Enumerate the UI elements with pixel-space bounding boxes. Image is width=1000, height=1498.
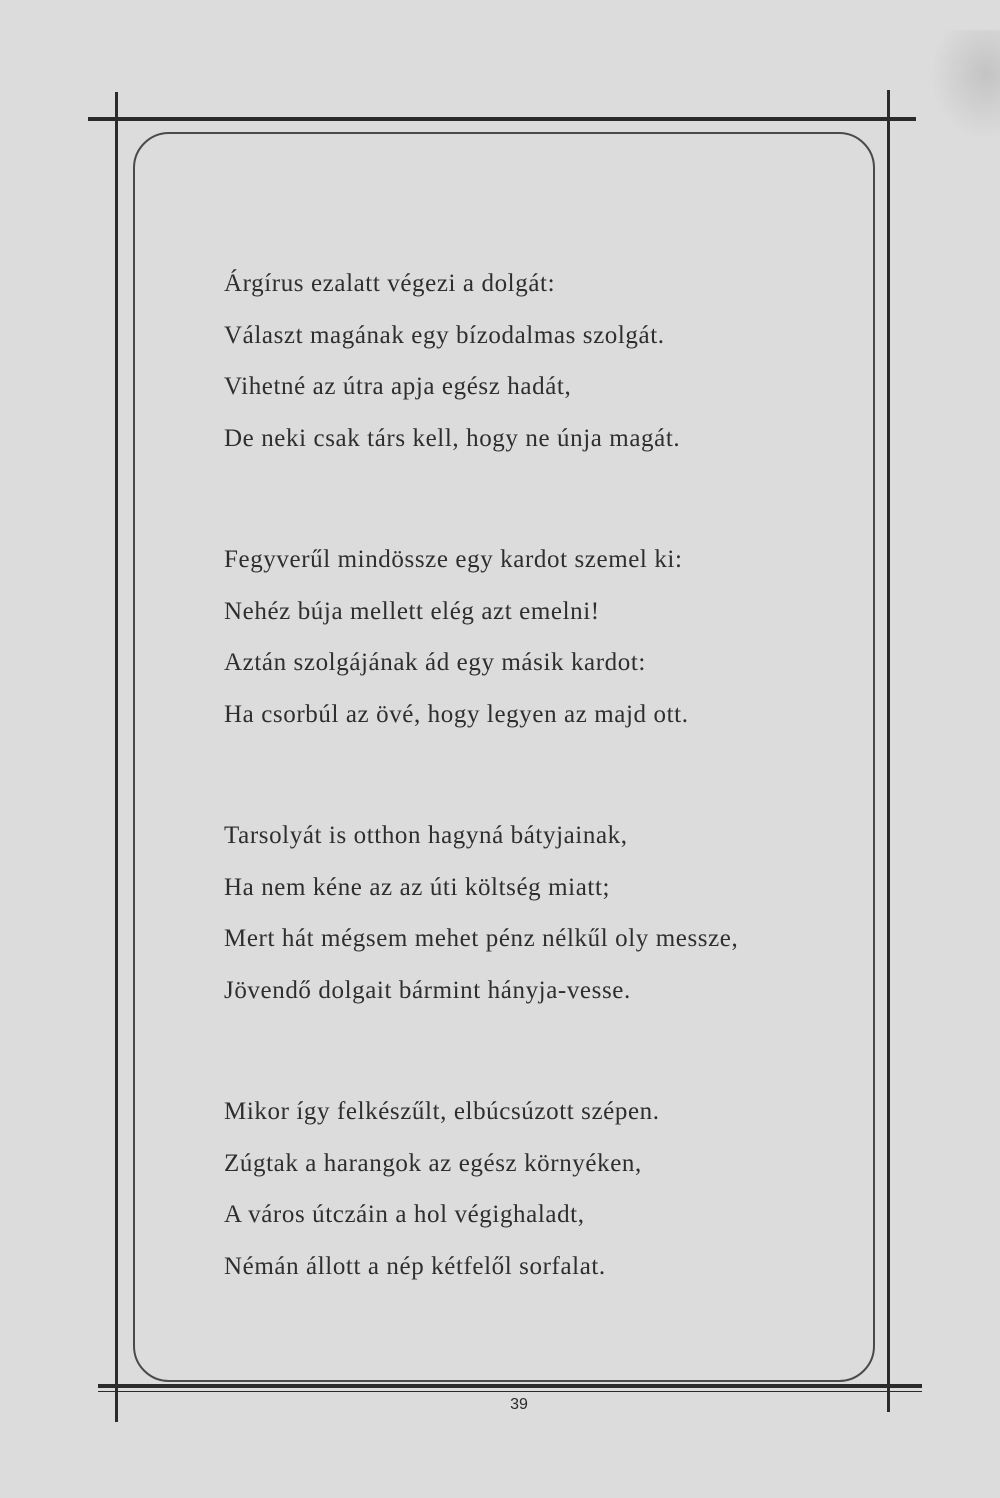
poem-line: A város útczáin a hol végighaladt, [224,1201,585,1228]
stanza [224,1086,844,1292]
poem-line: Zúgtak a harangok az egész környéken, [224,1149,642,1177]
stanza [224,534,844,740]
poem-line: De neki csak társ kell, hogy ne únja magát. [224,424,681,452]
frame-top-rule [88,117,916,121]
poem-line: Némán állott a nép kétfelől sorfalat. [224,1252,606,1280]
poem-text [224,258,844,1362]
stanza [224,258,844,464]
poem-line: Tarsolyát is otthon hagyná bátyjainak, [224,822,628,849]
poem-line: Nehéz búja mellett elég azt emelni! [224,597,600,625]
poem-line: Ha csorbúl az övé, hogy legyen az majd ott. [224,700,689,728]
poem-line: Mikor így felkészűlt, elbúcsúzott szépen. [224,1098,660,1125]
poem-line: Árgírus ezalatt végezi a dolgát: [224,270,556,297]
poem-line: Vihetné az útra apja egész hadát, [224,373,572,400]
poem-line: Választ magának egy bízodalmas szolgát. [224,321,665,349]
poem-line: Mert hát mégsem mehet pénz nélkűl oly messze, [224,925,739,952]
stanza [224,810,844,1016]
page-number: 39 [510,1396,528,1413]
poem-line: Aztán szolgájának ád egy másik kardot: [224,649,646,676]
paper-stain [930,30,1000,140]
frame-bottom-rule-thin [98,1391,922,1392]
poem-line: Ha nem kéne az az úti költség miatt; [224,873,611,901]
poem-line: Fegyverűl mindössze egy kardot szemel ki: [224,546,683,573]
frame-bottom-rule [98,1384,922,1388]
frame-right-rule [887,90,890,1412]
frame-left-rule [115,92,118,1422]
poem-line: Jövendő dolgait bármint hányja-vesse. [224,976,631,1004]
